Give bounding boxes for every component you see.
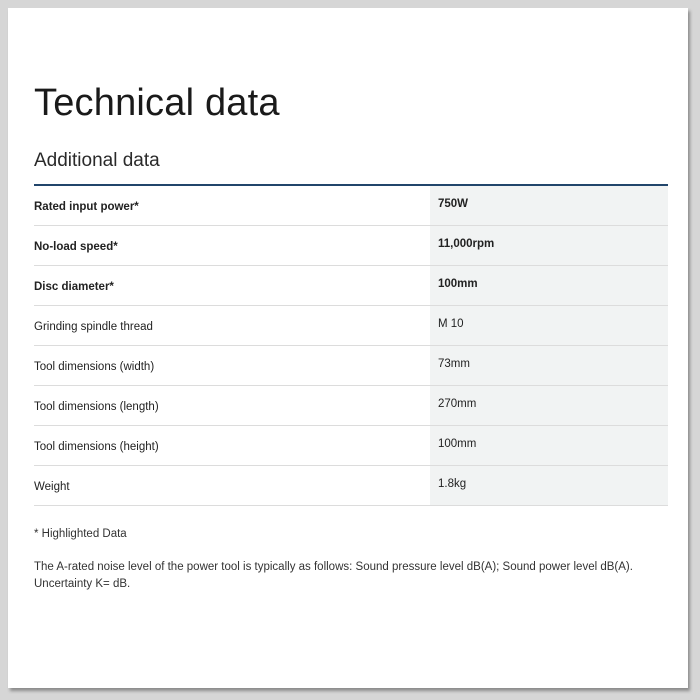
row-label: Disc diameter* <box>34 281 114 293</box>
page-title: Technical data <box>34 82 280 124</box>
table-row <box>34 466 668 506</box>
noise-level-note: The A-rated noise level of the power tool is typically as follows: Sound pressure level dB(A); Sound power level dB(A). Uncertainty K= dB. <box>34 561 633 590</box>
table-row <box>34 346 668 386</box>
row-label: Grinding spindle thread <box>34 321 153 333</box>
row-value: 270mm <box>430 386 668 425</box>
row-label: Tool dimensions (width) <box>34 361 155 373</box>
table-row <box>34 226 668 266</box>
row-label: No-load speed* <box>34 241 118 253</box>
row-label: Weight <box>34 481 70 493</box>
row-value: 1.8kg <box>430 466 668 505</box>
section-title: Additional data <box>34 150 160 171</box>
row-label: Rated input power* <box>34 201 139 213</box>
table-row <box>34 426 668 466</box>
row-value: 750W <box>430 186 668 225</box>
table-row <box>34 186 668 226</box>
row-value: 100mm <box>430 266 668 305</box>
technical-data-table <box>34 184 668 506</box>
technical-data-card <box>8 8 688 688</box>
row-value: 11,000rpm <box>430 226 668 265</box>
highlight-footnote: * Highlighted Data <box>34 528 127 540</box>
row-label: Tool dimensions (length) <box>34 401 159 413</box>
row-value: M 10 <box>430 306 668 345</box>
table-row <box>34 266 668 306</box>
table-row <box>34 306 668 346</box>
row-label: Tool dimensions (height) <box>34 441 159 453</box>
row-value: 73mm <box>430 346 668 385</box>
table-row <box>34 386 668 426</box>
row-value: 100mm <box>430 426 668 465</box>
